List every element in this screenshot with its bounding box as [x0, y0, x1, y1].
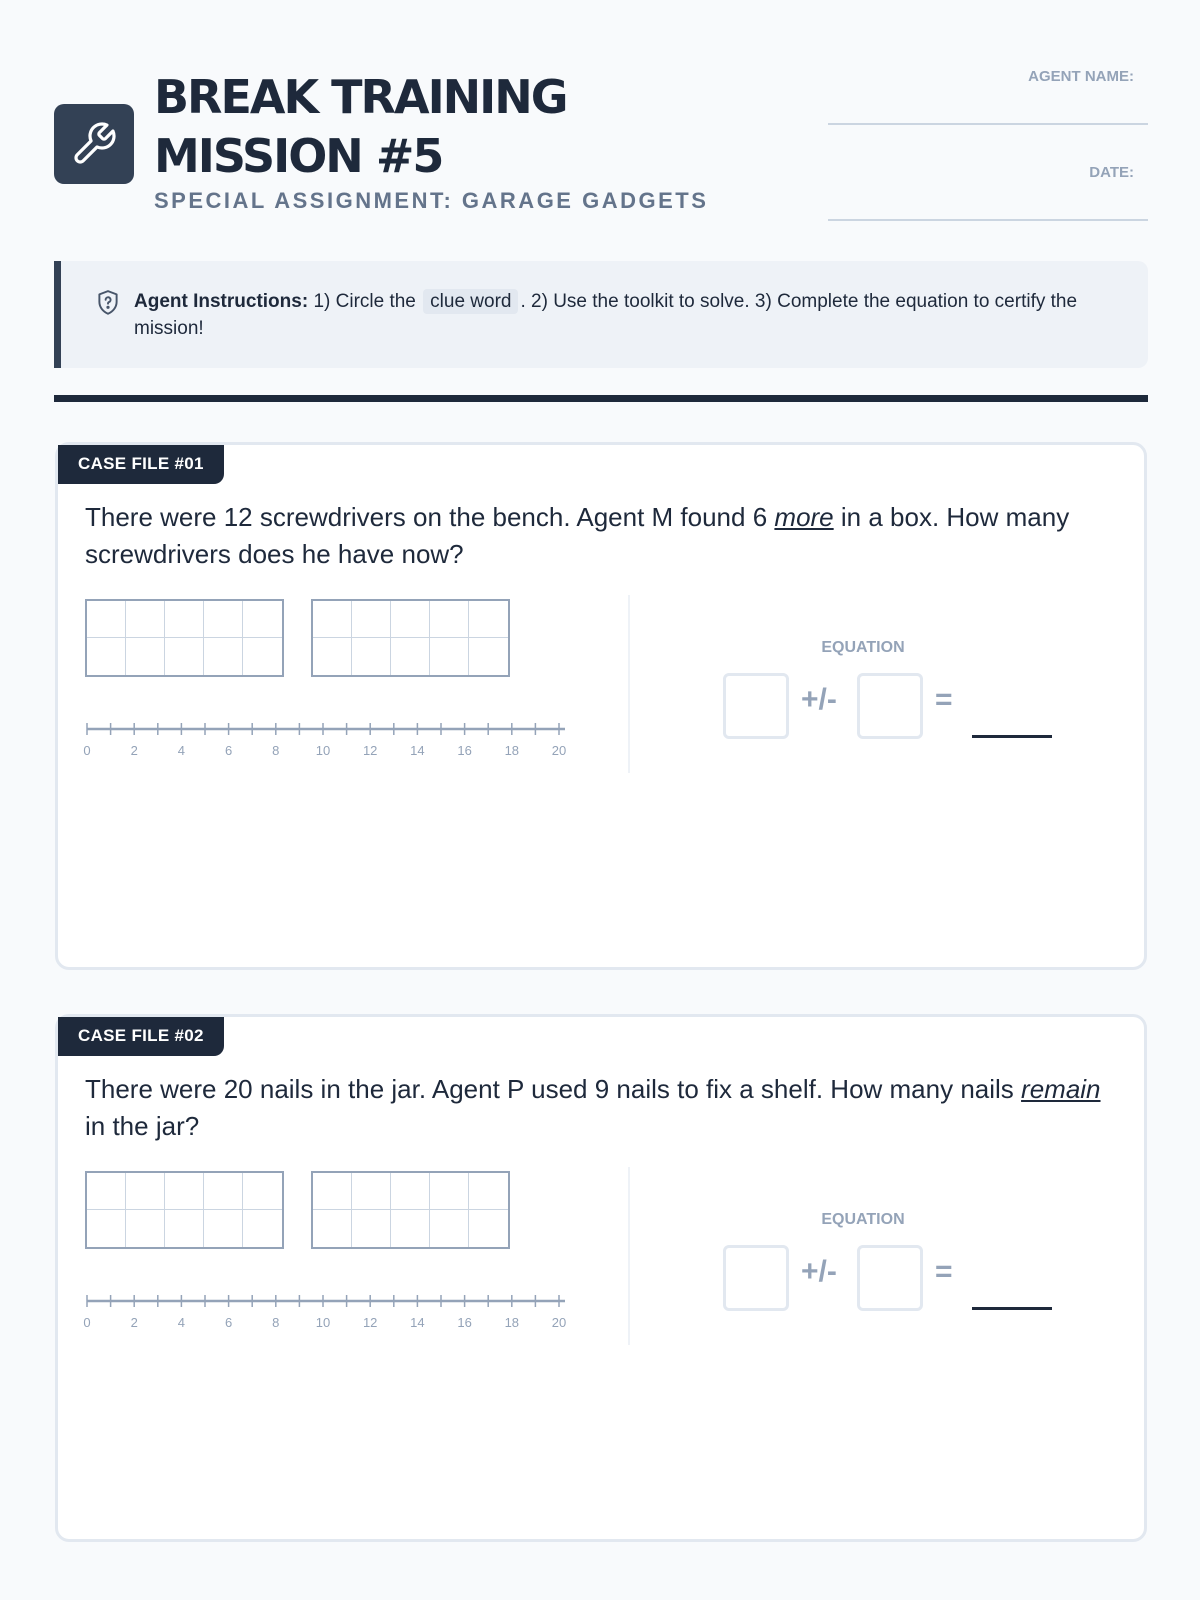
number-line-label: 2: [130, 743, 138, 757]
number-line-label: 10: [315, 1315, 331, 1329]
ten-frame-cell[interactable]: [126, 601, 165, 638]
section-divider: [54, 395, 1148, 402]
equation-label: EQUATION: [821, 1211, 905, 1228]
date-field[interactable]: [828, 164, 1148, 221]
number-line-label: 2: [130, 1315, 138, 1329]
answer-blank[interactable]: [972, 735, 1052, 738]
ten-frame-cell[interactable]: [469, 1210, 508, 1247]
ten-frame-cell[interactable]: [391, 1173, 430, 1210]
ten-frame-cell[interactable]: [204, 638, 243, 675]
case-file-tab: CASE FILE #02: [58, 1017, 224, 1056]
number-line-label: 16: [457, 743, 472, 757]
number-line[interactable]: [83, 717, 583, 757]
ten-frame-cell[interactable]: [243, 638, 282, 675]
equals-sign: =: [935, 683, 953, 716]
instructions-lead: Agent Instructions:: [134, 291, 309, 312]
ten-frame-cell[interactable]: [430, 638, 469, 675]
equation-input-second[interactable]: [857, 673, 923, 739]
problem-text-start: There were 12 screwdrivers on the bench. Agent M found 6: [85, 502, 768, 532]
equals-sign: =: [935, 1255, 953, 1288]
clue-word[interactable]: more: [774, 502, 834, 532]
instructions-step-1: 1) Circle the: [313, 291, 416, 312]
ten-frame[interactable]: [85, 1171, 284, 1249]
instructions-rest: . 2) Use the toolkit to solve. 3) Complete the equation to certify the mission!: [134, 291, 1078, 339]
number-line-label: 8: [272, 1315, 280, 1329]
ten-frame-cell[interactable]: [469, 638, 508, 675]
number-line-label: 16: [457, 1315, 472, 1329]
agent-name-field[interactable]: [828, 68, 1148, 125]
number-line-label: 14: [410, 743, 425, 757]
ten-frame-cell[interactable]: [204, 1210, 243, 1247]
case-card-1: [55, 442, 1147, 970]
answer-blank[interactable]: [972, 1307, 1052, 1310]
number-line-label: 0: [83, 743, 91, 757]
number-line-label: 4: [177, 743, 186, 757]
ten-frame[interactable]: [85, 599, 284, 677]
ten-frame-cell[interactable]: [126, 1210, 165, 1247]
ten-frame-cell[interactable]: [204, 601, 243, 638]
ten-frame-cell[interactable]: [87, 638, 126, 675]
ten-frame-cell[interactable]: [165, 1173, 204, 1210]
ten-frame-cell[interactable]: [87, 1173, 126, 1210]
number-line-label: 8: [272, 743, 280, 757]
workspace-divider: [628, 1167, 630, 1345]
equation-operator: +/-: [801, 683, 837, 716]
ten-frame-cell[interactable]: [313, 1173, 352, 1210]
equation-input-second[interactable]: [857, 1245, 923, 1311]
number-line-label: 12: [362, 1315, 378, 1329]
instructions-box: [54, 261, 1148, 368]
ten-frame-cell[interactable]: [87, 1210, 126, 1247]
problem-text-start: There were 20 nails in the jar. Agent P used 9 nails to fix a shelf. How many nails: [85, 1074, 1014, 1104]
ten-frame-cell[interactable]: [430, 601, 469, 638]
number-line[interactable]: [83, 1289, 583, 1329]
ten-frame-cell[interactable]: [469, 601, 508, 638]
equation-operator: +/-: [801, 1255, 837, 1288]
ten-frame-cell[interactable]: [469, 1173, 508, 1210]
ten-frames: [85, 599, 510, 677]
ten-frame-cell[interactable]: [165, 601, 204, 638]
ten-frame-cell[interactable]: [391, 638, 430, 675]
title-line-2: MISSION #5: [154, 129, 443, 183]
workspace-divider: [628, 595, 630, 773]
ten-frame-cell[interactable]: [313, 1210, 352, 1247]
ten-frame-cell[interactable]: [352, 601, 391, 638]
ten-frame-cell[interactable]: [126, 638, 165, 675]
number-line-label: 20: [551, 743, 567, 757]
ten-frame-cell[interactable]: [352, 1210, 391, 1247]
ten-frame-cell[interactable]: [430, 1210, 469, 1247]
ten-frame-cell[interactable]: [165, 1210, 204, 1247]
case-file-tab: CASE FILE #01: [58, 445, 224, 484]
number-line-label: 4: [177, 1315, 186, 1329]
agent-name-label: AGENT NAME:: [1028, 68, 1134, 85]
title-line-1: BREAK TRAINING: [154, 70, 567, 124]
ten-frame-cell[interactable]: [243, 601, 282, 638]
clue-word[interactable]: remain: [1021, 1074, 1101, 1104]
word-problem: [85, 1071, 1125, 1145]
case-card-2: [55, 1014, 1147, 1542]
ten-frame-cell[interactable]: [87, 601, 126, 638]
ten-frame-cell[interactable]: [352, 1173, 391, 1210]
instructions-text: [134, 288, 1094, 342]
ten-frame-cell[interactable]: [243, 1210, 282, 1247]
clue-word-chip: clue word: [423, 289, 518, 314]
number-line-label: 6: [224, 743, 233, 757]
ten-frame-cell[interactable]: [430, 1173, 469, 1210]
number-line-label: 12: [362, 743, 378, 757]
number-line-label: 20: [551, 1315, 567, 1329]
date-label: DATE:: [1089, 164, 1134, 181]
number-line-label: 14: [410, 1315, 425, 1329]
equation-input-first[interactable]: [723, 673, 789, 739]
ten-frame-cell[interactable]: [391, 601, 430, 638]
logo: [54, 104, 134, 184]
page-title: [154, 68, 774, 186]
ten-frame-cell[interactable]: [204, 1173, 243, 1210]
word-problem: [85, 499, 1125, 573]
number-line-label: 18: [504, 1315, 520, 1329]
ten-frame-cell[interactable]: [165, 638, 204, 675]
ten-frame[interactable]: [311, 599, 510, 677]
ten-frames: [85, 1171, 510, 1249]
ten-frame[interactable]: [311, 1171, 510, 1249]
ten-frame-cell[interactable]: [391, 1210, 430, 1247]
number-line-label: 18: [504, 743, 520, 757]
equation-label: EQUATION: [821, 639, 905, 656]
ten-frame-cell[interactable]: [126, 1173, 165, 1210]
ten-frame-cell[interactable]: [313, 638, 352, 675]
problem-text-end: in the jar?: [85, 1111, 200, 1141]
ten-frame-cell[interactable]: [243, 1173, 282, 1210]
wrench-icon: [70, 120, 118, 168]
page-subtitle: SPECIAL ASSIGNMENT: GARAGE GADGETS: [154, 188, 709, 213]
shield-question-icon: [95, 289, 121, 317]
number-line-label: 6: [224, 1315, 233, 1329]
number-line-label: 10: [315, 743, 331, 757]
problem-text-end: in a box. How many screwdrivers does he have now?: [85, 502, 1070, 569]
ten-frame-cell[interactable]: [352, 638, 391, 675]
worksheet-header: [54, 68, 1148, 228]
equation-input-first[interactable]: [723, 1245, 789, 1311]
number-line-label: 0: [83, 1315, 91, 1329]
ten-frame-cell[interactable]: [313, 601, 352, 638]
